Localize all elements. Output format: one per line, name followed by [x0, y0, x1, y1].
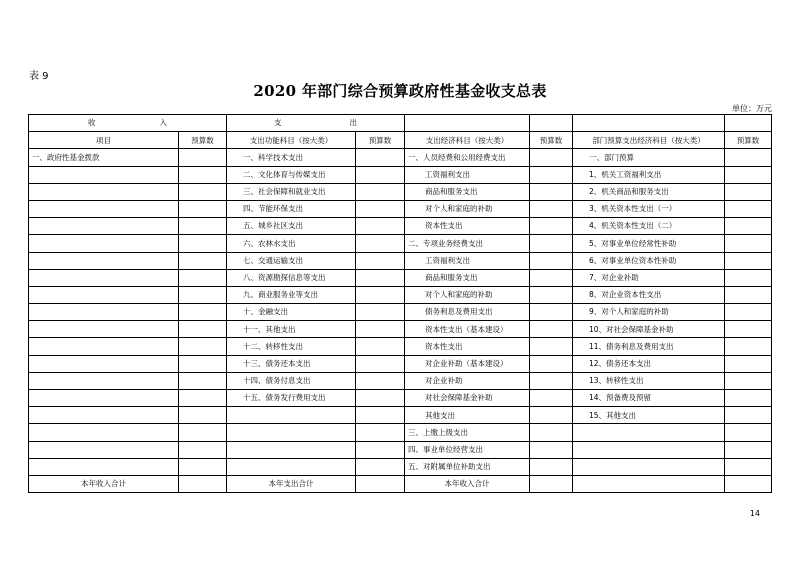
- table-cell: [29, 390, 179, 407]
- table-cell: [725, 458, 772, 475]
- table-cell: [725, 149, 772, 166]
- table-cell: 对个人和家庭的补助: [405, 200, 530, 217]
- page-number: 14: [749, 509, 760, 518]
- table-cell: 一、科学技术支出: [227, 149, 356, 166]
- table-cell: [725, 475, 772, 492]
- table-cell: [29, 200, 179, 217]
- table-cell: 十二、转移性支出: [227, 338, 356, 355]
- table-cell: [356, 475, 405, 492]
- table-cell: [179, 252, 227, 269]
- table-row: [29, 252, 772, 269]
- table-row: [29, 235, 772, 252]
- unit-label: 单位：万元: [732, 104, 772, 113]
- col5-total-label: 本年收入合计: [405, 475, 530, 492]
- table-cell: [573, 441, 725, 458]
- table-cell: 债务利息及费用支出: [405, 304, 530, 321]
- column-header: 预算数: [725, 132, 772, 149]
- table-cell: 2、机关商品和服务支出: [573, 183, 725, 200]
- table-cell: [530, 424, 573, 441]
- column-header: 预算数: [356, 132, 405, 149]
- table-cell: [725, 424, 772, 441]
- table-cell: [725, 183, 772, 200]
- table-cell: [356, 372, 405, 389]
- table-cell: [179, 475, 227, 492]
- table-cell: [530, 407, 573, 424]
- table-cell: [227, 441, 356, 458]
- page-title: 2020 年部门综合预算政府性基金收支总表: [253, 82, 547, 100]
- table-cell: [356, 304, 405, 321]
- table-cell: 11、债务利息及费用支出: [573, 338, 725, 355]
- table-row: [29, 407, 772, 424]
- table-row: [29, 166, 772, 183]
- table-cell: 三、上缴上级支出: [405, 424, 530, 441]
- table-cell: 二、专项业务经费支出: [405, 235, 530, 252]
- table-cell: [356, 424, 405, 441]
- table-cell: 对企业补助: [405, 372, 530, 389]
- table-cell: [725, 372, 772, 389]
- blank-header-cell: [530, 115, 573, 132]
- table-cell: [29, 441, 179, 458]
- table-cell: [227, 424, 356, 441]
- table-cell: [179, 235, 227, 252]
- table-cell: 3、机关资本性支出（一）: [573, 200, 725, 217]
- table-cell: [179, 372, 227, 389]
- table-cell: [725, 321, 772, 338]
- table-cell: [530, 166, 573, 183]
- table-cell: [356, 355, 405, 372]
- column-header: 支出经济科目（按大类）: [405, 132, 530, 149]
- table-cell: [179, 183, 227, 200]
- table-cell: [530, 200, 573, 217]
- table-cell: [29, 286, 179, 303]
- table-cell: 10、对社会保障基金补助: [573, 321, 725, 338]
- table-row: [29, 149, 772, 166]
- table-cell: 对个人和家庭的补助: [405, 286, 530, 303]
- totals-row: [29, 475, 772, 492]
- table-cell: 一、人员经费和公用经费支出: [405, 149, 530, 166]
- column-header: 项目: [29, 132, 179, 149]
- table-cell: [725, 200, 772, 217]
- table-cell: [356, 166, 405, 183]
- table-cell: [725, 235, 772, 252]
- table-cell: 4、机关资本性支出（二）: [573, 218, 725, 235]
- table-cell: [725, 269, 772, 286]
- income-group-header: [29, 115, 227, 132]
- table-cell: 资本性支出: [405, 338, 530, 355]
- table-cell: 1、机关工资福利支出: [573, 166, 725, 183]
- table-cell: [179, 407, 227, 424]
- table-cell: [227, 407, 356, 424]
- expense-group-header: [227, 115, 405, 132]
- table-cell: [356, 149, 405, 166]
- table-cell: [29, 304, 179, 321]
- table-cell: [179, 458, 227, 475]
- table-cell: [227, 458, 356, 475]
- column-header: 预算数: [530, 132, 573, 149]
- table-cell: 四、事业单位经营支出: [405, 441, 530, 458]
- income-total-label: 本年收入合计: [29, 475, 179, 492]
- table-label: 表 9: [29, 71, 49, 82]
- table-cell: [725, 286, 772, 303]
- table-cell: 7、对企业补助: [573, 269, 725, 286]
- table-row: [29, 218, 772, 235]
- table-cell: 七、交通运输支出: [227, 252, 356, 269]
- table-cell: [179, 218, 227, 235]
- table-cell: 商品和服务支出: [405, 183, 530, 200]
- table-cell: 其他支出: [405, 407, 530, 424]
- table-cell: [29, 235, 179, 252]
- table-cell: [179, 338, 227, 355]
- table-cell: [29, 218, 179, 235]
- table-cell: 工资福利支出: [405, 166, 530, 183]
- table-cell: [530, 441, 573, 458]
- table-cell: [356, 390, 405, 407]
- group-header-row: [29, 115, 772, 132]
- table-cell: [530, 338, 573, 355]
- table-cell: [29, 321, 179, 338]
- table-cell: [179, 286, 227, 303]
- table-cell: [356, 269, 405, 286]
- table-cell: 三、社会保障和就业支出: [227, 183, 356, 200]
- table-cell: [29, 372, 179, 389]
- column-header: 部门预算支出经济科目（按大类）: [573, 132, 725, 149]
- table-row: [29, 390, 772, 407]
- table-cell: [725, 166, 772, 183]
- table-cell: 二、文化体育与传媒支出: [227, 166, 356, 183]
- table-cell: [530, 235, 573, 252]
- table-cell: [356, 183, 405, 200]
- table-cell: [356, 200, 405, 217]
- table-cell: 一、政府性基金拨款: [29, 149, 179, 166]
- table-cell: [29, 355, 179, 372]
- table-cell: [29, 166, 179, 183]
- table-cell: 八、资源勘探信息等支出: [227, 269, 356, 286]
- table-cell: [725, 390, 772, 407]
- table-row: [29, 441, 772, 458]
- table-cell: [179, 321, 227, 338]
- table-cell: 14、预备费及预留: [573, 390, 725, 407]
- table-cell: [179, 304, 227, 321]
- column-header-row: [29, 132, 772, 149]
- table-row: [29, 338, 772, 355]
- table-cell: 资本性支出（基本建设）: [405, 321, 530, 338]
- table-cell: 对社会保障基金补助: [405, 390, 530, 407]
- table-cell: [530, 304, 573, 321]
- table-cell: [725, 252, 772, 269]
- table-cell: [725, 304, 772, 321]
- table-cell: 9、对个人和家庭的补助: [573, 304, 725, 321]
- table-cell: [725, 218, 772, 235]
- table-cell: [356, 218, 405, 235]
- table-cell: [725, 407, 772, 424]
- table-cell: [356, 458, 405, 475]
- table-cell: [530, 286, 573, 303]
- table-cell: 四、节能环保支出: [227, 200, 356, 217]
- table-cell: [573, 424, 725, 441]
- blank-header-cell: [725, 115, 772, 132]
- table-cell: [29, 458, 179, 475]
- table-cell: [573, 475, 725, 492]
- table-cell: [725, 355, 772, 372]
- expense-header-char-2: 出: [349, 118, 357, 128]
- table-row: [29, 355, 772, 372]
- column-header: 预算数: [179, 132, 227, 149]
- column-header: 支出功能科目（按大类）: [227, 132, 356, 149]
- table-cell: [29, 183, 179, 200]
- table-cell: [530, 218, 573, 235]
- table-cell: [530, 321, 573, 338]
- table-row: [29, 200, 772, 217]
- table-cell: 五、城乡社区支出: [227, 218, 356, 235]
- table-cell: [179, 424, 227, 441]
- expense-total-label: 本年支出合计: [227, 475, 356, 492]
- table-cell: [530, 269, 573, 286]
- table-cell: 6、对事业单位资本性补助: [573, 252, 725, 269]
- table-cell: [530, 149, 573, 166]
- table-cell: 十一、其他支出: [227, 321, 356, 338]
- table-cell: 13、转移性支出: [573, 372, 725, 389]
- table-cell: [29, 338, 179, 355]
- table-cell: 12、债务还本支出: [573, 355, 725, 372]
- table-cell: [179, 200, 227, 217]
- table-cell: [356, 321, 405, 338]
- table-row: [29, 424, 772, 441]
- table-cell: [179, 149, 227, 166]
- income-header-char-1: 收: [88, 118, 96, 128]
- table-cell: [356, 441, 405, 458]
- blank-header-cell: [573, 115, 725, 132]
- table-cell: [530, 355, 573, 372]
- table-cell: [356, 286, 405, 303]
- table-row: [29, 286, 772, 303]
- table-cell: 十五、债务发行费用支出: [227, 390, 356, 407]
- table-cell: [179, 269, 227, 286]
- table-cell: 十三、债务还本支出: [227, 355, 356, 372]
- expense-header-char-1: 支: [274, 118, 282, 128]
- table-row: [29, 458, 772, 475]
- table-cell: [29, 252, 179, 269]
- table-cell: [530, 475, 573, 492]
- table-cell: [725, 441, 772, 458]
- table-cell: 5、对事业单位经常性补助: [573, 235, 725, 252]
- table-cell: [179, 355, 227, 372]
- blank-header-cell: [405, 115, 530, 132]
- table-cell: [29, 424, 179, 441]
- table-row: [29, 183, 772, 200]
- table-cell: [356, 252, 405, 269]
- table-cell: [356, 235, 405, 252]
- income-header-char-2: 入: [159, 118, 167, 128]
- table-cell: [530, 390, 573, 407]
- table-cell: [179, 390, 227, 407]
- table-cell: [530, 458, 573, 475]
- table-cell: [179, 441, 227, 458]
- table-cell: 资本性支出: [405, 218, 530, 235]
- table-cell: [530, 183, 573, 200]
- table-cell: [29, 269, 179, 286]
- table-cell: [530, 372, 573, 389]
- budget-table: [28, 114, 772, 493]
- table-row: [29, 269, 772, 286]
- table-cell: 九、商业服务业等支出: [227, 286, 356, 303]
- table-cell: [725, 338, 772, 355]
- table-cell: [356, 338, 405, 355]
- table-cell: 8、对企业资本性支出: [573, 286, 725, 303]
- table-row: [29, 321, 772, 338]
- table-cell: [356, 407, 405, 424]
- table-cell: 商品和服务支出: [405, 269, 530, 286]
- table-cell: [29, 407, 179, 424]
- table-cell: 十四、债务付息支出: [227, 372, 356, 389]
- table-cell: 十、金融支出: [227, 304, 356, 321]
- table-row: [29, 372, 772, 389]
- table-cell: [530, 252, 573, 269]
- table-cell: [179, 166, 227, 183]
- table-cell: 对企业补助（基本建设）: [405, 355, 530, 372]
- table-cell: 六、农林水支出: [227, 235, 356, 252]
- table-row: [29, 304, 772, 321]
- table-cell: 一、部门预算: [573, 149, 725, 166]
- table-cell: 工资福利支出: [405, 252, 530, 269]
- table-cell: [573, 458, 725, 475]
- table-cell: 五、对附属单位补助支出: [405, 458, 530, 475]
- table-cell: 15、其他支出: [573, 407, 725, 424]
